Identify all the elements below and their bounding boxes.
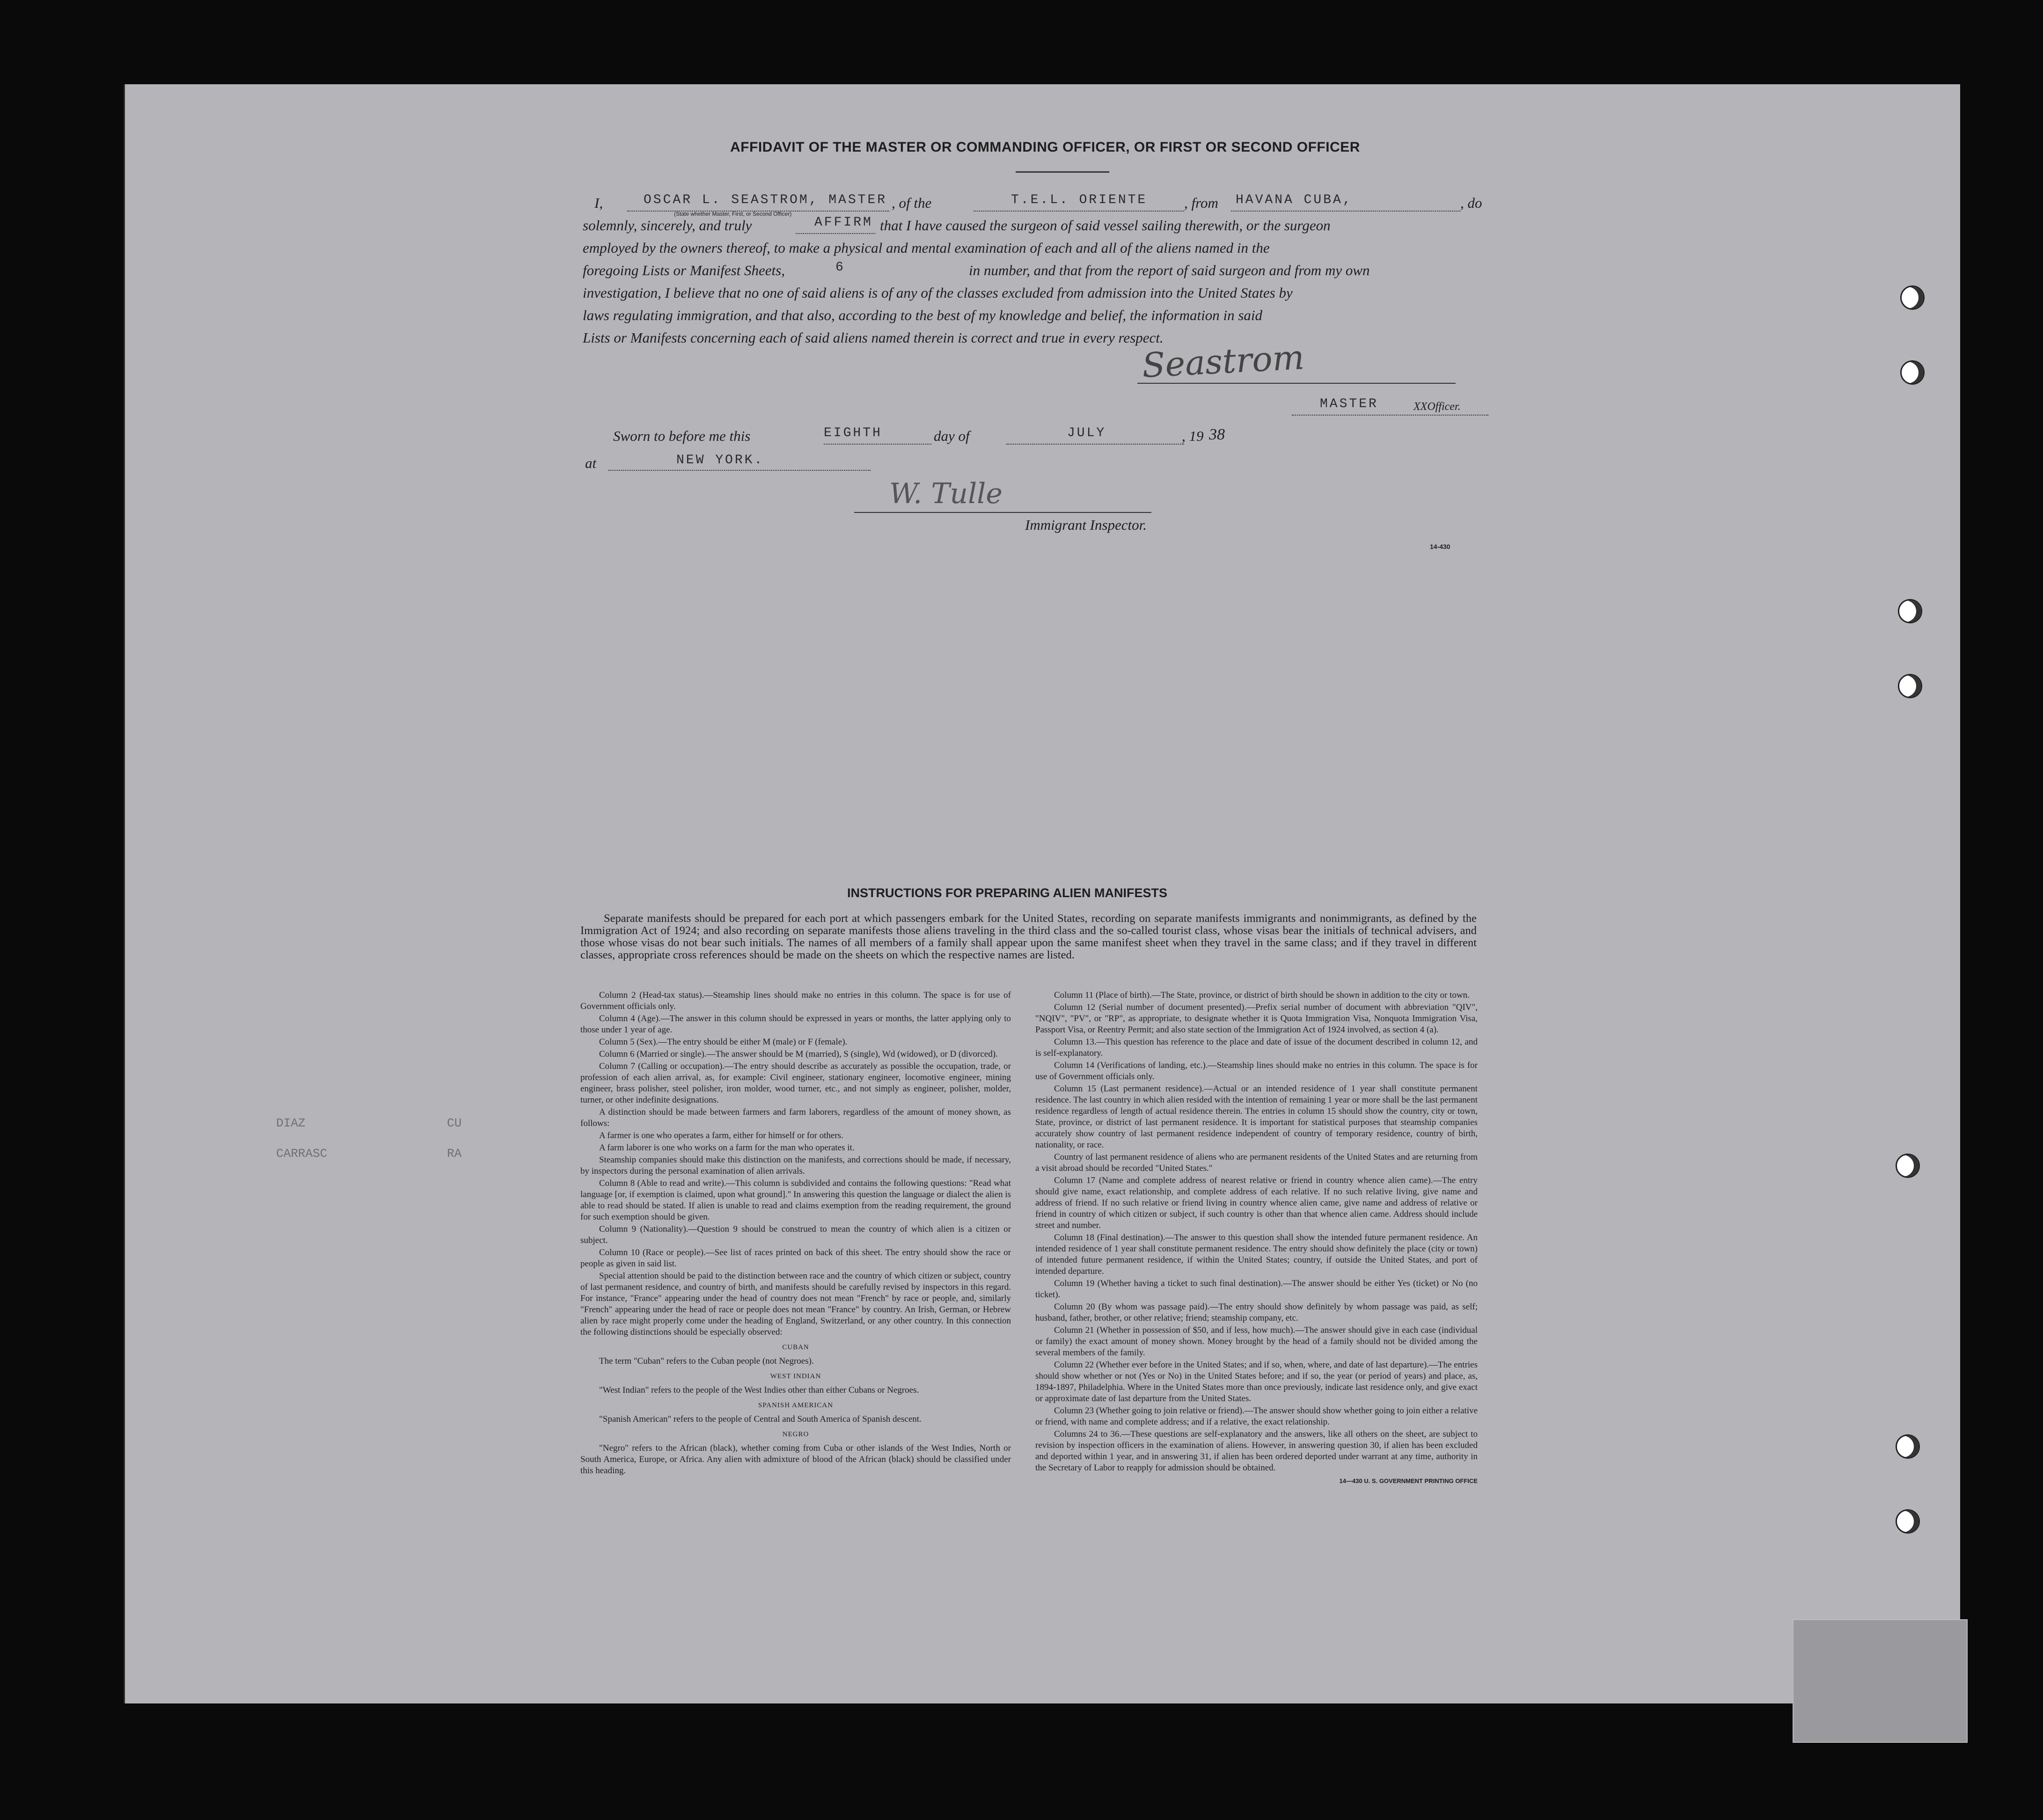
i-label: I, — [594, 195, 603, 211]
affidavit-body-3b: in number, and that from the report of said surgeon and from my own — [969, 262, 1370, 278]
officer-label: XXOfficer. — [1413, 401, 1461, 413]
right-item: Column 21 (Whether in possession of $50, and if less, how much).—The answer should give in each case (individual or family) the exact amount of money shown. Money brought by the head of a family should not be divided among the several members of the family. — [1035, 1325, 1478, 1358]
affidavit-body-6: Lists or Manifests concerning each of said aliens named therein is correct and true in every respect. — [583, 329, 1164, 346]
left-item: Column 7 (Calling or occupation).—The entry should describe as accurately as possible the occupation, trade, or profession of each alien arrival, as, for example: Civil engineer, stationary engineer, locomotive engineer, mining engineer, brass polisher, steel polisher, iron molder, wood turner, etc., and not simply as engineer, polisher, molder, turner, or other indefinite designations. — [580, 1061, 1011, 1105]
right-item: Column 14 (Verifications of landing, etc.).—Steamship lines should make no entries in this column. The space is for use of Government officials only. — [1035, 1060, 1478, 1082]
year-prefix: , 19 — [1182, 428, 1204, 444]
sheets-count-field: 6 — [835, 260, 845, 275]
cuban-heading: CUBAN — [782, 1344, 809, 1351]
right-item: Column 13.—This question has reference to the place and date of issue of the document described in column 12, and is self-explanatory. — [1035, 1037, 1478, 1058]
right-item: Columns 24 to 36.—These questions are self-explanatory and the answers, like all others on the sheet, are subject to revision by inspection officers in the examination of aliens. However, in answering question 30, if alien has been excluded and deported within 1 year, and in answering 31, if alien has been ordered deported under warrant at any time, authority in the Secretary of Labor to reapply for admission should be obtained. — [1035, 1429, 1478, 1473]
left-item: Column 6 (Married or single).—The answer should be M (married), S (single), Wd (widowed), or D (divorced). — [599, 1049, 998, 1059]
solemnly-label: solemnly, sincerely, and truly — [583, 217, 752, 234]
of-the-label: , of the — [892, 195, 932, 211]
title-underline — [1016, 171, 1109, 173]
right-item: Column 12 (Serial number of document presented).—Prefix serial number of document with abbreviation "QIV", "NQIV", "PV", or "RP", as appropriate, to designate whether it is Quota Immigration Visa, Nonquota Immigration Visa, Passport Visa, or Reentry Permit; and also state section of the Immigration Act of 1924 involved, as section 4 (a). — [1035, 1002, 1478, 1035]
spanish-american-text: "Spanish American" refers to the people of Central and South America of Spanish descent. — [599, 1414, 922, 1424]
left-item: A distinction should be made between farmers and farm laborers, regardless of the amount of money shown, as follows: — [580, 1107, 1011, 1128]
from-label: , from — [1184, 195, 1218, 211]
port-rule — [1231, 211, 1460, 212]
day-of-label: day of — [934, 428, 970, 444]
affirm-field: AFFIRM — [814, 215, 873, 230]
left-item: Special attention should be paid to the distinction between race and the country of which citizen or subject, country of last permanent residence, and country of birth, and manifests should be carefully revised by inspectors in this regard. For instance, "France" appearing under the head of country does not mean "French" by race or people, and, similarly "French" appearing under the head of race or people does not mean "France" by country. An Irish, German, or Hebrew alien by race might properly come under the heading of England, Switzerland, or any other country. In this connection the following distinctions should be especially observed: — [580, 1271, 1011, 1337]
right-item: Column 15 (Last permanent residence).—Actual or an intended residence of 1 year shall constitute permanent residence. The last country in which alien resided with the intention of remaining 1 year or more shall be the last permanent residence regardless of length of actual residence therein. The entries in column 15 should show the country, city or town, State, province, or district of last permanent residence. It is important for statistical purposes that steamship companies accurately show country of last permanent residence independent of country of temporary residence, country of birth, nationality, or race. — [1035, 1084, 1478, 1150]
bleedthrough-diaz: DIAZ — [276, 1116, 306, 1130]
punch-hole-icon — [1898, 599, 1922, 623]
underlying-sheet — [1793, 1619, 1968, 1743]
inspector-signature-line — [854, 512, 1151, 513]
left-item: Steamship companies should make this distinction on the manifests, and corrections should be made, if necessary, by inspectors during the personal examination of alien arrivals. — [580, 1155, 1011, 1176]
sworn-day-field: EIGHTH — [824, 426, 882, 440]
left-item: Column 10 (Race or people).—See list of races printed on back of this sheet. The entry should show the race or people as given in said list. — [580, 1248, 1011, 1269]
inspector-title: Immigrant Inspector. — [1025, 517, 1147, 533]
cuban-text: The term "Cuban" refers to the Cuban people (not Negroes). — [599, 1356, 814, 1366]
spanish-american-heading: SPANISH AMERICAN — [758, 1402, 834, 1409]
form-number: 14-430 — [1430, 543, 1450, 550]
instructions-right-column — [1035, 990, 1478, 1488]
bleedthrough-cu: CU — [447, 1116, 462, 1130]
west-indian-text: "West Indian" refers to the people of the West Indies other than either Cubans or Negroes. — [599, 1385, 919, 1395]
at-label: at — [585, 455, 597, 471]
affidavit-body-4: investigation, I believe that no one of said aliens is of any of the classes excluded from admission into the United States by — [583, 285, 1293, 301]
master-signature: Seastrom — [1141, 337, 1305, 386]
right-item: Column 22 (Whether ever before in the United States; and if so, when, where, and date of last departure).—The entries should show whether or not (Yes or No) in the United States before; and if so, the year (or period of years) and place, as, 1894-1897, Philadelphia. Where in the United States more than once previously, indicate last residence only, and give exact or approximate date of last departure from the United States. — [1035, 1360, 1478, 1403]
punch-hole-icon — [1900, 285, 1925, 310]
instructions-intro: Separate manifests should be prepared for each port at which passengers embark for the United States, recording on separate manifests immigrants and nonimmigrants, as defined by the Immigration Act of 1924; and also recording on separate manifests those aliens traveling in the third class and the so-called tourist class, whose visas bear the initials of technical advisers, and those whose visas do not bear such initials. The names of all members of a family shall appear upon the same manifest sheet when they travel in the same class; and if they travel in different classes, appropriate cross references should be made on the sheets on which the respective names are listed. — [580, 912, 1477, 961]
officer-rule — [1292, 415, 1488, 416]
right-item: Column 17 (Name and complete address of nearest relative or friend in country whence alien came).—The entry should give name, exact relationship, and complete address of each relative. If no such relative living, give name and address of friend. If no such relative or friend living in country whence alien came, give name and address of relative or friend in country of which citizen or subject, if such country is other than that whence alien came. Address should include street and number. — [1035, 1176, 1478, 1230]
right-item: Country of last permanent residence of aliens who are permanent residents of the United States and are returning from a visit abroad should be recorded "United States." — [1035, 1152, 1478, 1173]
punch-hole-icon — [1900, 360, 1925, 385]
affidavit-title: AFFIDAVIT OF THE MASTER OR COMMANDING OFFICER, OR FIRST OR SECOND OFFICER — [730, 139, 1360, 155]
instructions-title: INSTRUCTIONS FOR PREPARING ALIEN MANIFESTS — [847, 886, 1168, 900]
negro-heading: NEGRO — [782, 1431, 809, 1438]
left-item: Column 8 (Able to read and write).—This column is subdivided and contains the following questions: "Read what language [or, if exemption is claimed, upon what ground]." In answering this question the language or dialect the alien is able to read should be stated. If alien is unable to read and claims exemption from the reading requirement, the ground for such exemption should be given. — [580, 1178, 1011, 1222]
day-rule — [824, 444, 931, 445]
right-item: Column 18 (Final destination).—The answer to this question shall show the intended future permanent residence. An intended residence of 1 year shall constitute permanent residence. The entry should show definitely the place (city or town) of intended future permanent residence, if within the United States; country, if outside the United States, and port of intended departure. — [1035, 1233, 1478, 1276]
punch-hole-icon — [1896, 1434, 1920, 1459]
master-title: MASTER — [1320, 397, 1378, 411]
affidavit-body-3a: foregoing Lists or Manifest Sheets, — [583, 262, 785, 278]
punch-hole-icon — [1898, 674, 1922, 698]
left-item: Column 9 (Nationality).—Question 9 should be construed to mean the country of which alien is a citizen or subject. — [580, 1224, 1011, 1245]
affidavit-body-5: laws regulating immigration, and that also, according to the best of my knowledge and belief, the information in said — [583, 307, 1263, 323]
year-suffix: 38 — [1209, 426, 1225, 443]
vessel-name-field: T.E.L. ORIENTE — [1011, 193, 1148, 207]
place-rule — [608, 470, 871, 471]
bleedthrough-ra: RA — [447, 1147, 462, 1161]
month-rule — [1006, 444, 1184, 445]
left-item: A farm laborer is one who works on a farm for the man who operates it. — [599, 1143, 855, 1153]
sworn-month-field: JULY — [1067, 426, 1106, 440]
right-item: Column 20 (By whom was passage paid).—The entry should show definitely by whom passage was paid, as self; husband, father, brother, or other relative; friend; steamship company, etc. — [1035, 1302, 1478, 1323]
do-label: , do — [1460, 195, 1482, 211]
sworn-label: Sworn to before me this — [613, 428, 751, 444]
punch-hole-icon — [1896, 1154, 1920, 1178]
west-indian-heading: WEST INDIAN — [770, 1373, 821, 1380]
left-item: A farmer is one who operates a farm, either for himself or for others. — [599, 1131, 843, 1140]
port-field: HAVANA CUBA, — [1236, 193, 1353, 207]
bleedthrough-carrasc: CARRASC — [276, 1147, 328, 1161]
master-name-field: OSCAR L. SEASTROM, MASTER — [644, 193, 887, 207]
instructions-left-column — [580, 990, 1011, 1477]
vessel-rule — [974, 211, 1184, 212]
right-item: Column 19 (Whether having a ticket to such final destination).—The answer should be either Yes (ticket) or No (no ticket). — [1035, 1279, 1478, 1300]
right-item: Column 23 (Whether going to join relative or friend).—The answer should show whether going to join either a relative or friend, with name and complete address; and if a relative, the exact relationship. — [1035, 1406, 1478, 1427]
affirm-rule — [796, 233, 875, 234]
affidavit-body-1: that I have caused the surgeon of said vessel sailing therewith, or the surgeon — [880, 217, 1331, 234]
sworn-place-field: NEW YORK. — [676, 453, 764, 468]
inspector-signature: W. Tulle — [889, 477, 1003, 510]
right-item: Column 11 (Place of birth).—The State, province, or district of birth should be shown in addition to the city or town. — [1054, 990, 1470, 1000]
state-whether-note: (State whether Master, First, or Second Officer) — [674, 211, 792, 217]
left-item: Column 2 (Head-tax status).—Steamship lines should make no entries in this column. The space is for use of Government officials only. — [580, 990, 1011, 1011]
left-item: Column 5 (Sex).—The entry should be either M (male) or F (female). — [599, 1037, 848, 1047]
master-signature-line — [1137, 383, 1456, 384]
punch-hole-icon — [1896, 1509, 1920, 1534]
negro-text: "Negro" refers to the African (black), whether coming from Cuba or other islands of the West Indies, North or South America, Europe, or Africa. Any alien with admixture of blood of the African (black) should be classified under this heading. — [580, 1443, 1011, 1476]
printing-office-note: 14—430 U. S. GOVERNMENT PRINTING OFFICE — [1339, 1477, 1478, 1484]
left-item: Column 4 (Age).—The answer in this column should be expressed in years or months, the latter applying only to those under 1 year of age. — [580, 1014, 1011, 1035]
affidavit-body-2: employed by the owners thereof, to make a physical and mental examination of each and all of the aliens named in the — [583, 240, 1270, 256]
